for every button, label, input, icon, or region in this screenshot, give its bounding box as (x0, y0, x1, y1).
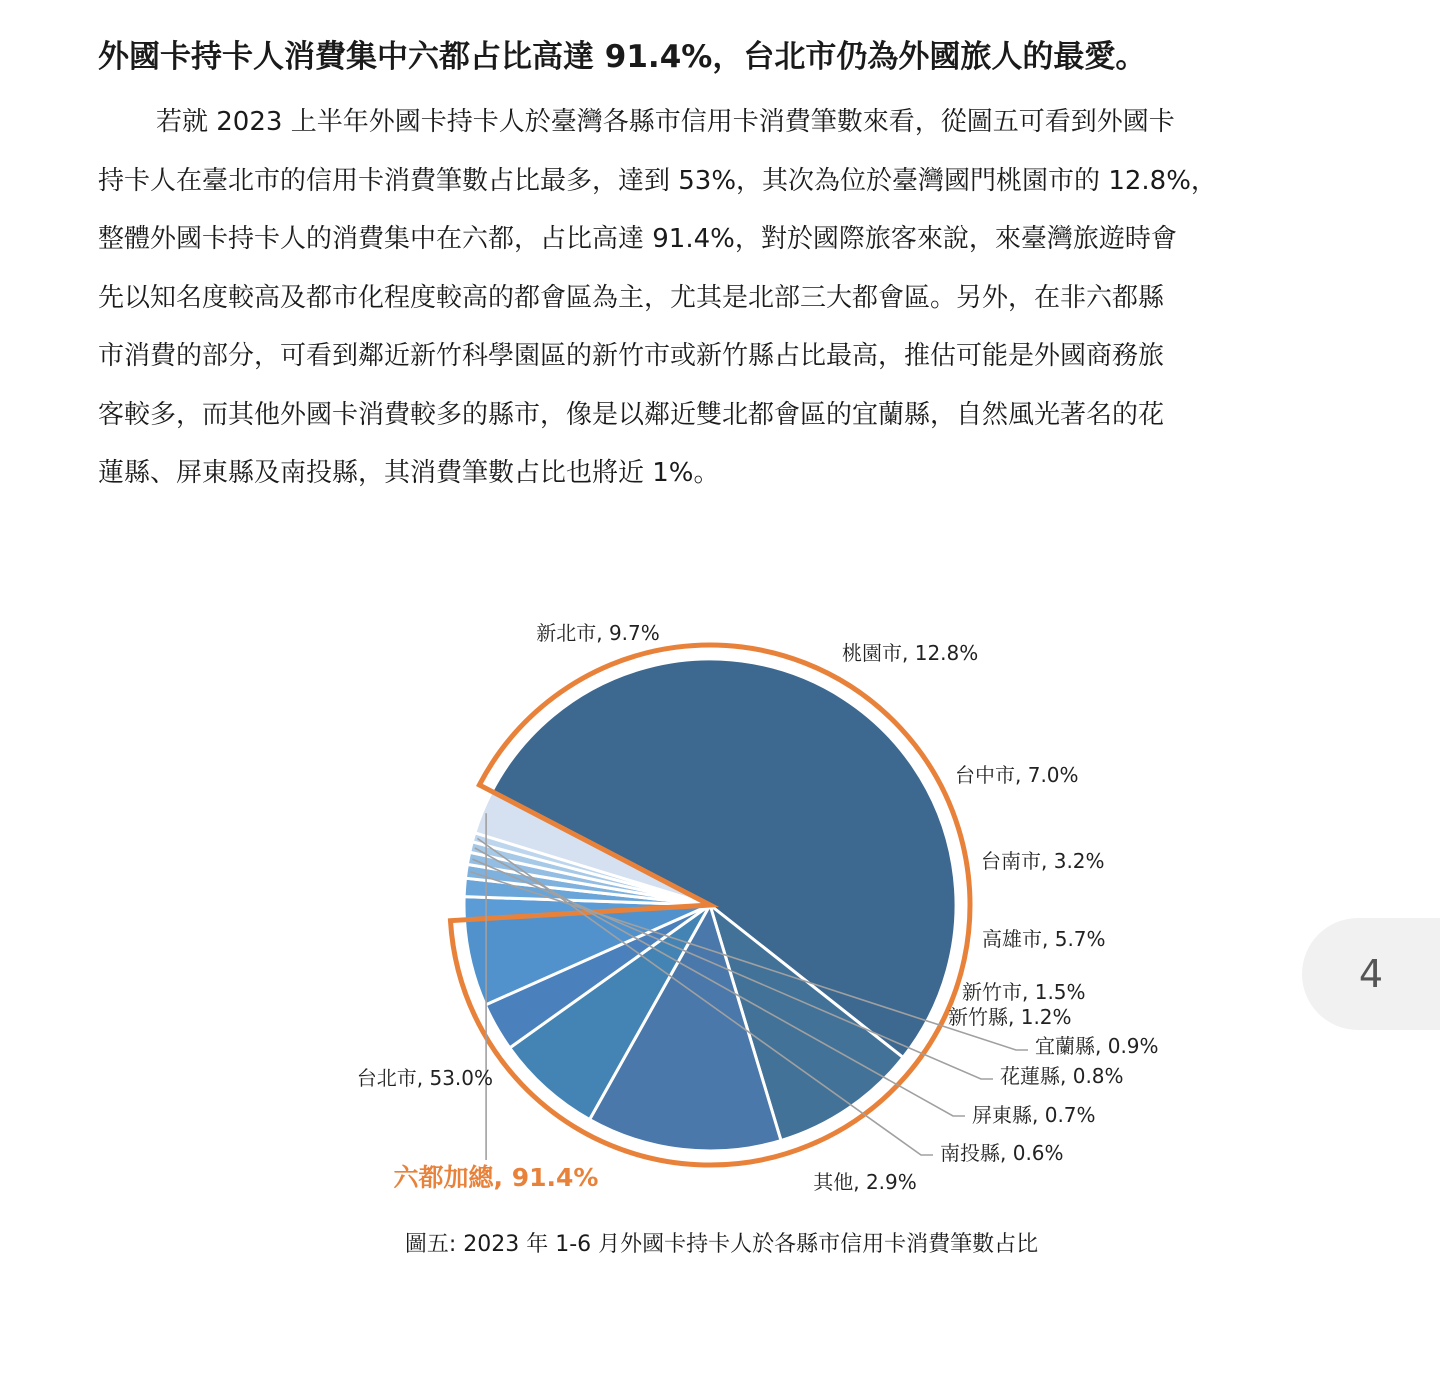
slice-label-hsinchu-city: 新竹市, 1.5% (962, 980, 1086, 1004)
slice-label-nantou: 南投縣, 0.6% (940, 1141, 1064, 1165)
figure-caption: 圖五: 2023 年 1-6 月外國卡持卡人於各縣市信用卡消費筆數占比 (404, 1232, 1039, 1257)
six-cities-total-label: 六都加總, 91.4% (393, 1163, 599, 1192)
paragraph-line: 客較多，而其他外國卡消費較多的縣市，像是以鄰近雙北都會區的宜蘭縣，自然風光著名的花 (98, 399, 1165, 430)
paragraph-line: 蓮縣、屏東縣及南投縣，其消費筆數占比也將近 1%。 (98, 458, 720, 488)
slice-label-new-taipei: 新北市, 9.7% (536, 621, 660, 645)
paragraph-line: 先以知名度較高及都市化程度較高的都會區為主，尤其是北部三大都會區。另外，在非六都縣 (98, 282, 1165, 313)
paragraph-line: 整體外國卡持卡人的消費集中在六都，占比高達 91.4%，對於國際旅客來說，來臺灣旅遊時會 (98, 224, 1177, 254)
paragraph-line: 若就 2023 上半年外國卡持卡人於臺灣各縣市信用卡消費筆數來看，從圖五可看到外國卡 (156, 107, 1175, 137)
slice-label-kaohsiung: 高雄市, 5.7% (982, 927, 1106, 951)
slice-label-pingtung: 屏東縣, 0.7% (972, 1103, 1096, 1127)
slice-label-taipei: 台北市, 53.0% (356, 1066, 493, 1090)
slice-label-other: 其他, 2.9% (813, 1170, 917, 1194)
slice-label-taichung: 台中市, 7.0% (955, 763, 1079, 787)
paragraph-line: 市消費的部分，可看到鄰近新竹科學園區的新竹市或新竹縣占比最高，推估可能是外國商務旅 (98, 341, 1165, 371)
slice-label-hsinchu-county: 新竹縣, 1.2% (948, 1005, 1072, 1029)
paragraph-line: 持卡人在臺北市的信用卡消費筆數占比最多，達到 53%，其次為位於臺灣國門桃園市的 12.8%， (98, 165, 1217, 196)
section-heading: 外國卡持卡人消費集中六都占比高達 91.4%，台北市仍為外國旅人的最愛。 (98, 39, 1147, 75)
slice-label-taoyuan: 桃園市, 12.8% (842, 641, 979, 665)
page-number: 4 (1358, 952, 1384, 996)
slice-label-yilan: 宜蘭縣, 0.9% (1035, 1034, 1159, 1058)
slice-label-hualien: 花蓮縣, 0.8% (1000, 1064, 1124, 1088)
slice-label-tainan: 台南市, 3.2% (981, 849, 1105, 873)
